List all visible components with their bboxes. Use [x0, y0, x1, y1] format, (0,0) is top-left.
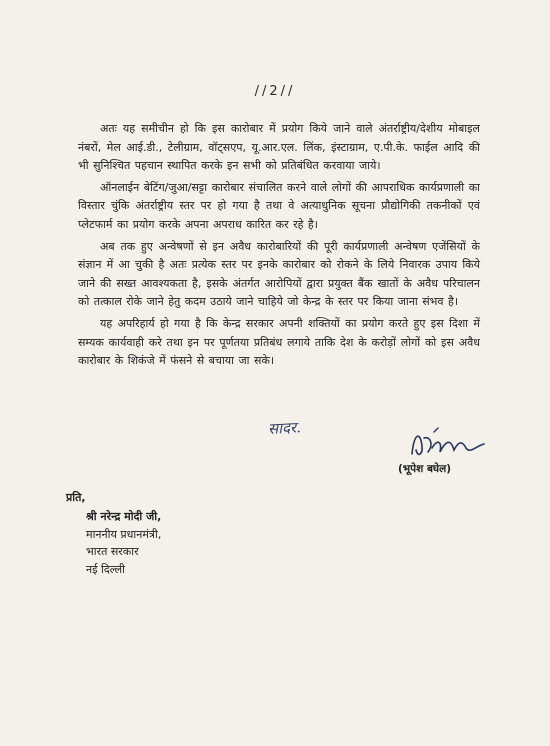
closing-salutation: सादर. — [267, 418, 302, 438]
to-label: प्रति, — [66, 491, 86, 504]
paragraph-1: अतः यह समीचीन हो कि इस कारोबार में प्रयोग किये जाने वाले अंतर्राष्ट्रीय/देशीय मोबाइल नंबरों, मेल आई.डी., टेलीग्राम, वॉट्सएप, यू.आर.एल. लिंक, इंस्टाग्राम, ए.पी.के. फाईल आदि की भी सुनिश्चित पहचान स्थापित करके इन सभी को प्रतिबंधित करवाया जाये। — [78, 122, 480, 173]
paragraph-2: ऑनलाईन बेटिंग/जुआ/सट्टा कारोबार संचालित करने वाले लोगों की आपराधिक कार्यप्रणाली का विस्तार चुंकि अंतर्राष्ट्रीय स्तर पर हो गया है तथा वे अत्याधुनिक सूचना प्रौद्योगिकी तकनीकों एवं प्लेटफार्म का प्रयोग करके अपना अपराध कारित कर रहे है। — [78, 180, 480, 231]
addressee-name: श्री नरेन्द्र मोदी जी, — [86, 510, 162, 523]
addressee-block — [86, 508, 161, 578]
paragraph-3: अब तक हुए अन्वेषणों से इन अवैध कारोबारियों की पूरी कार्यप्रणाली अन्वेषण एजेंसियों के संज्ञान में आ चुकी है अतः प्रत्येक स्तर पर इनके कारोबार को रोकने के लिये निवारक उपाय किये जाने की सख्त आवश्यकता है, इसके अंतर्गत आरोपियों द्वारा प्रयुक्त बैंक खातों के अवैध परिचालन को तत्काल रोके जाने हेतु कदम उठाये जाने चाहिये जो केन्द्र के स्तर पर किया जाना संभव है। — [78, 239, 480, 309]
addressee-office: भारत सरकार — [86, 545, 139, 558]
letter-body — [78, 120, 480, 374]
addressee-designation: माननीय प्रधानमंत्री, — [86, 527, 162, 541]
handwritten-signature — [404, 424, 494, 464]
page-number: //2// — [254, 84, 296, 99]
addressee-place: नई दिल्ली — [86, 562, 125, 576]
signer-name: (भूपेश बघेल) — [398, 463, 452, 475]
paragraph-4: यह अपरिहार्य हो गया है कि केन्द्र सरकार अपनी शक्तियों का प्रयोग करते हुए इस दिशा में सम्यक कार्यवाही करे तथा इन पर पूर्णतया प्रतिबंध लगाये ताकि देश के करोड़ों लोगों को इस अवैध कारोबार के शिकंजे में फंसने से बचाया जा सके। — [78, 316, 480, 368]
